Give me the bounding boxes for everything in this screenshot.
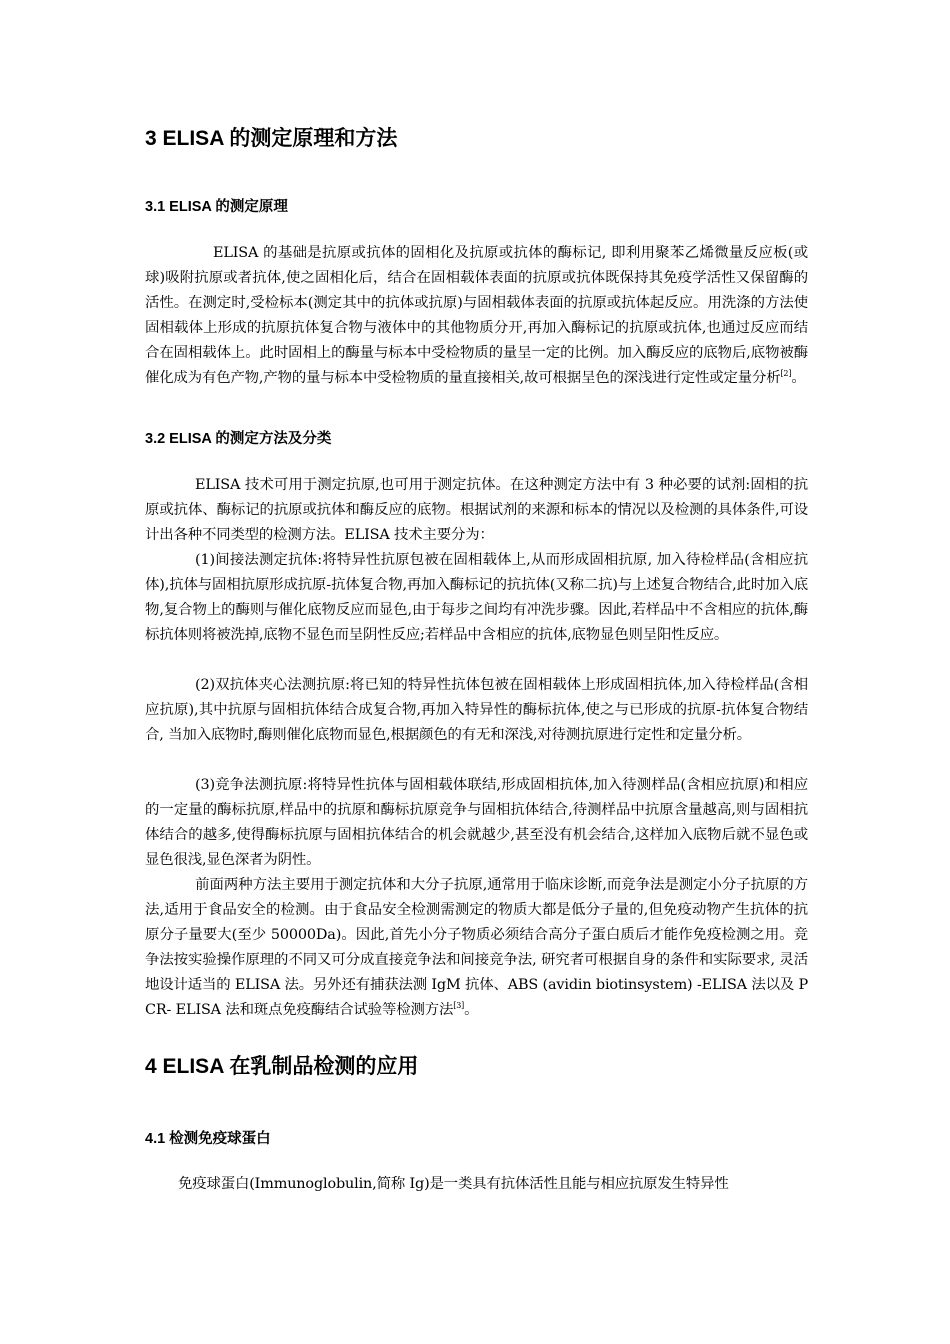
paragraph-text: ELISA 的基础是抗原或抗体的固相化及抗原或抗体的酶标记, 即利用聚苯乙烯微量反应板(或球)吸附抗原或者抗体,使之固相化后，结合在固相载体表面的抗原或抗体既保持其免疫学活性又保留酶的活性。在测定时,受检标本(测定其中的抗体或抗原)与固相载体表面的抗原或抗体起反应。用洗涤的方法使固相载体上形成的抗原抗体复合物与液体中的其他物质分开,再加入酶标记的抗原或抗体,也通过反应而结合在固相载体上。此时固相上的酶量与标本中受检物质的量呈一定的比例。加入酶反应的底物后,底物被酶催化成为有色产物,产物的量与标本中受检物质的量直接相关,故可根据呈色的深浅进行定性或定量分析 bbox=[145, 245, 808, 386]
paragraph-end: 。 bbox=[464, 1002, 479, 1018]
methods-summary-paragraph bbox=[145, 873, 808, 1023]
section-4-heading: 4 ELISA 在乳制品检测的应用 bbox=[145, 1055, 419, 1078]
paragraph-text: (2)双抗体夹心法测抗原:将已知的特异性抗体包被在固相载体上形成固相抗体,加入待检样品(含相应抗原),其中抗原与固相抗体结合成复合物,再加入特异性的酶标抗体,使之与已形成的抗原-抗体复合物结合, 当加入底物时,酶则催化底物而显色,根据颜色的有无和深浅,对待测抗原进行定性和定量分析。 bbox=[145, 677, 808, 743]
method-competitive-paragraph bbox=[145, 773, 808, 873]
section-3-1-heading: 3.1 ELISA 的测定原理 bbox=[145, 199, 288, 215]
citation-ref: [3] bbox=[453, 1001, 465, 1011]
paragraph-text: 免疫球蛋白(Immunoglobulin,简称 Ig)是一类具有抗体活性且能与相应抗原发生特异性 bbox=[178, 1176, 729, 1192]
paragraph-text: 前面两种方法主要用于测定抗体和大分子抗原,通常用于临床诊断,而竞争法是测定小分子抗原的方法,适用于食品安全的检测。由于食品安全检测需测定的物质大都是低分子量的,但免疫动物产生抗体的抗原分子量要大(至少 50000Da)。因此,首先小分子物质必须结合高分子蛋白质后才能作免疫检测之用。竞争法按实验操作原理的不同又可分成直接竞争法和间接竞争法, 研究者可根据自身的条件和实际要求, 灵活地设计适当的 ELISA 法。另外还有捕获法测 IgM 抗体、ABS (avidin biotinsystem) -ELISA 法以及 PCR- ELISA 法和斑点免疫酶结合试验等检测方法 bbox=[145, 877, 809, 1018]
paragraph-text: ELISA 技术可用于测定抗原,也可用于测定抗体。在这种测定方法中有 3 种必要的试剂:固相的抗原或抗体、酶标记的抗原或抗体和酶反应的底物。根据试剂的来源和标本的情况以及检测的具体条件,可设计出各种不同类型的检测方法。ELISA 技术主要分为： bbox=[145, 477, 808, 543]
section-3-1-paragraph bbox=[145, 241, 808, 391]
method-sandwich-paragraph bbox=[145, 673, 808, 748]
paragraph-text: (3)竞争法测抗原:将特异性抗体与固相载体联结,形成固相抗体,加入待测样品(含相应抗原)和相应的一定量的酶标抗原,样品中的抗原和酶标抗原竞争与固相抗体结合,待测样品中抗原含量越高,则与固相抗体结合的越多,使得酶标抗原与固相抗体结合的机会就越少,甚至没有机会结合,这样加入底物后就不显色或显色很浅,显色深者为阴性。 bbox=[145, 777, 808, 868]
section-3-heading: 3 ELISA 的测定原理和方法 bbox=[145, 127, 398, 150]
section-4-1-paragraph bbox=[145, 1172, 808, 1197]
method-indirect-paragraph bbox=[145, 548, 808, 648]
paragraph-end: 。 bbox=[791, 370, 806, 386]
section-3-2-heading: 3.2 ELISA 的测定方法及分类 bbox=[145, 431, 332, 447]
paragraph-text: (1)间接法测定抗体:将特异性抗原包被在固相载体上,从而形成固相抗原, 加入待检样品(含相应抗体),抗体与固相抗原形成抗原-抗体复合物,再加入酶标记的抗抗体(又称二抗)与上述复合物结合,此时加入底物,复合物上的酶则与催化底物反应而显色,由于每步之间均有冲洗步骤。因此,若样品中不含相应的抗体,酶标抗体则将被洗掉,底物不显色而呈阴性反应;若样品中含相应的抗体,底物显色则呈阳性反应。 bbox=[145, 552, 808, 643]
section-4-1-heading: 4.1 检测免疫球蛋白 bbox=[145, 1131, 271, 1147]
citation-ref: [2] bbox=[780, 369, 792, 379]
section-3-2-paragraph-intro bbox=[145, 473, 808, 548]
